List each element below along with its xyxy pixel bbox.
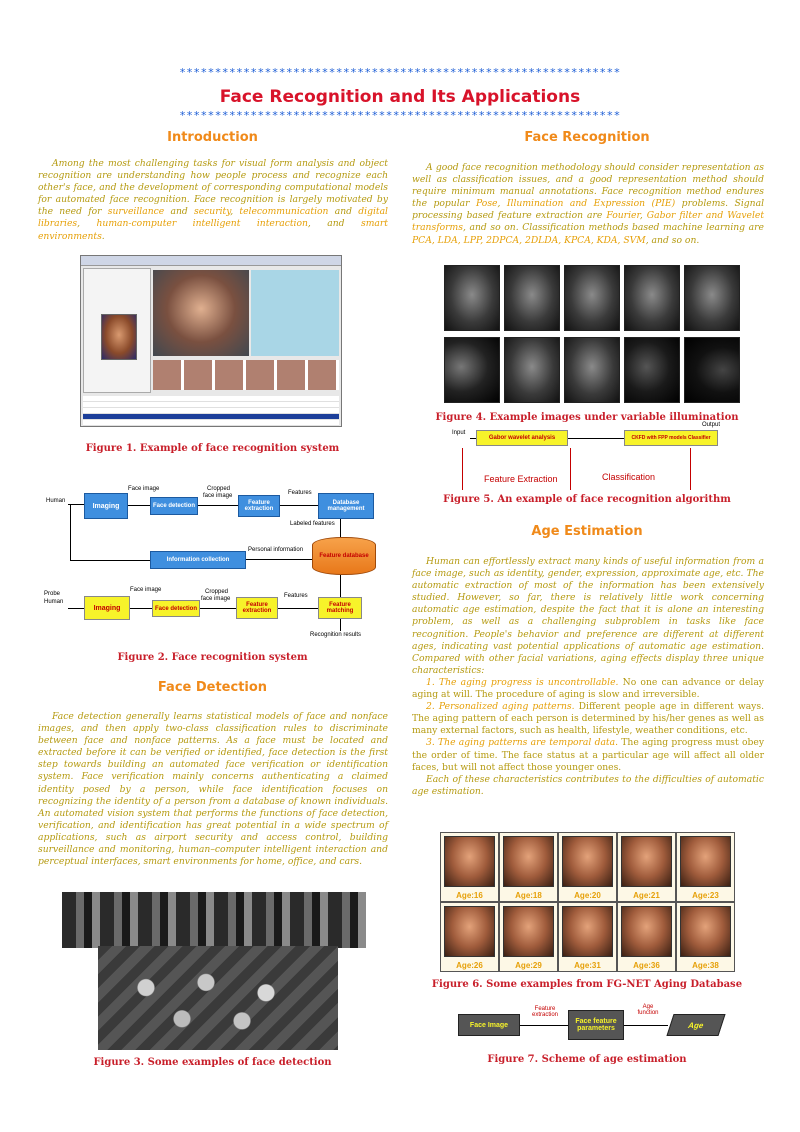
fig2-face-detection-bottom: Face detection bbox=[152, 600, 200, 617]
age-point-2: 2. Personalized aging patterns. Different people age in different ways. The aging pattern of each person is determined by his/her genes as well as many external factors, such as health, lifestyle, weather conditions, etc. bbox=[412, 701, 764, 737]
fig4-face bbox=[444, 337, 500, 403]
fig4-face bbox=[444, 265, 500, 331]
age-estimation-title: Age Estimation bbox=[531, 524, 643, 539]
fig5-bracket bbox=[570, 448, 571, 490]
fig3-photo-top bbox=[62, 892, 366, 948]
figure-1-image bbox=[80, 255, 342, 427]
poster-title: Face Recognition and Its Applications bbox=[219, 87, 581, 107]
fig2-connector bbox=[340, 519, 341, 537]
fig5-classification-label: Classification bbox=[602, 472, 656, 482]
fig2-arrow bbox=[130, 608, 152, 609]
fig2-information-collection: Information collection bbox=[150, 551, 246, 569]
fig2-connector bbox=[70, 560, 150, 561]
fig5-output-label: Output bbox=[702, 422, 721, 428]
fig5-bracket bbox=[690, 448, 691, 490]
fig2-probe-label: Probe bbox=[44, 591, 61, 597]
fig5-feature-extraction-label: Feature Extraction bbox=[484, 474, 558, 484]
age-cell: Age:20 bbox=[558, 832, 617, 902]
fig2-cropped2-label: Cropped bbox=[205, 589, 229, 595]
stars-divider-bottom: ************************************************************** bbox=[179, 109, 621, 122]
figure-5-diagram bbox=[452, 422, 728, 490]
fig5-ckfd-box: CKFD with FPP models Classifier bbox=[624, 430, 718, 446]
fig2-arrow bbox=[246, 559, 312, 560]
age-cell: Age:23 bbox=[676, 832, 735, 902]
fig1-thumb-strip bbox=[153, 360, 339, 390]
figure-3-caption: Figure 3. Some examples of face detection bbox=[93, 1057, 332, 1068]
fig4-face bbox=[564, 337, 620, 403]
fig7-face-image-box: Face Image bbox=[458, 1014, 520, 1036]
fig2-arrow bbox=[200, 608, 236, 609]
fig2-features2-label: Features bbox=[284, 593, 308, 599]
fig2-connector bbox=[340, 619, 341, 631]
fig1-table bbox=[83, 396, 339, 426]
fig7-face-feature-parameters-box: Face feature parameters bbox=[568, 1010, 624, 1040]
fig2-face-image3-label: face image bbox=[201, 596, 231, 602]
age-estimation-text bbox=[412, 556, 764, 798]
fig2-face-image2-label: face image bbox=[203, 493, 233, 499]
fig2-imaging-top: Imaging bbox=[84, 493, 128, 519]
figure-5-caption: Figure 5. An example of face recognition algorithm bbox=[443, 494, 731, 505]
fig2-recognition-results-label: Recognition results bbox=[310, 632, 362, 638]
face-detection-text: Face detection generally learns statistical models of face and nonface images, and then apply two-class classification rules to discriminate between face and nonface patterns. As a face must be located and extracted before it can be verified or identified, face detection is the first step towards building an automated face verification or identification system. Face verification mainly concerns authenticating a claimed identity posed by a person, while face identification focuses on recognizing the identity of a person from a database of known individuals. An automated vision system that performs the functions of face detection, verification, and identification has great potential in a wide spectrum of applications, such as airport security and access control, building surveillance and monitoring, human–computer intelligent interaction and perceptual interfaces, smart environments for home, office, and cars. bbox=[38, 711, 388, 868]
fig2-arrow bbox=[278, 608, 318, 609]
fig1-selected-row bbox=[83, 414, 339, 419]
fig2-face-detection-top: Face detection bbox=[150, 497, 198, 515]
fig2-human2-label: Human bbox=[44, 599, 64, 605]
fig2-cropped-label: Cropped bbox=[207, 486, 231, 492]
age-cell: Age:36 bbox=[617, 902, 676, 972]
figure-1-caption: Figure 1. Example of face recognition system bbox=[85, 443, 340, 454]
figure-4-caption: Figure 4. Example images under variable illumination bbox=[435, 412, 739, 423]
fig2-feature-extraction-bottom: Feature extraction bbox=[236, 597, 278, 619]
fig7-feature-extraction-label: Feature extraction bbox=[531, 1006, 558, 1018]
fig7-age-function-label: Age function bbox=[637, 1004, 659, 1016]
age-point-1: 1. The aging progress is uncontrollable. No one can advance or delay aging at will. The procedure of aging is slow and irreversible. bbox=[412, 676, 764, 701]
fig7-age-box: Age bbox=[666, 1014, 725, 1036]
fig2-connector bbox=[70, 504, 71, 560]
age-cell: Age:29 bbox=[499, 902, 558, 972]
fig4-face bbox=[684, 337, 740, 403]
fig2-face-image-bottom-label: Face image bbox=[130, 587, 162, 593]
introduction-text: Among the most challenging tasks for visual form analysis and object recognition are understanding how people process and recognize each other's face, and the development of corresponding computational models for automated face recognition. Face recognition is largely motivated by the need for surveillance and security, telecommunication and digital libraries, human-computer intelligent interaction, and smart environments. bbox=[38, 158, 388, 242]
fig4-face bbox=[564, 265, 620, 331]
fig2-labeled-features-label: Labeled features bbox=[290, 521, 335, 527]
figure-6-grid bbox=[440, 832, 736, 972]
age-intro: Human can effortlessly extract many kinds of useful information from a face image, such as identity, gender, expression, approximate age, etc. The automatic extraction of most of the information has been extensively studied. However, so far, there is relatively little work concerning automatic age estimation, despite the fact that it is alone an interesting problem, as well as a challenging subproblem in tasks like face recognition. People's behavior and preference are different at different ages, indicating vast potential applications of automatic age estimation. Compared with other facial variations, aging effects display three unique characteristics: bbox=[412, 556, 764, 676]
figure-7-diagram bbox=[458, 1002, 734, 1042]
fig2-arrow bbox=[198, 505, 238, 506]
fig5-gabor-box: Gabor wavelet analysis bbox=[476, 430, 568, 446]
fig4-face bbox=[504, 265, 560, 331]
fig1-blank-view bbox=[251, 270, 339, 356]
fig5-input-label: Input bbox=[452, 430, 466, 436]
fig2-imaging-bottom: Imaging bbox=[84, 596, 130, 620]
face-detection-title: Face Detection bbox=[157, 680, 268, 695]
introduction-title: Introduction bbox=[167, 130, 258, 145]
age-cell: Age:26 bbox=[440, 902, 499, 972]
figure-2-caption: Figure 2. Face recognition system bbox=[117, 652, 308, 663]
age-cell: Age:21 bbox=[617, 832, 676, 902]
fig2-feature-extraction-top: Feature extraction bbox=[238, 495, 280, 517]
figure-3-image bbox=[62, 892, 366, 1052]
fig3-photo-bottom bbox=[98, 946, 338, 1050]
age-cell: Age:31 bbox=[558, 902, 617, 972]
stars-divider-top: ************************************************************** bbox=[179, 66, 621, 79]
fig2-feature-database: Feature database bbox=[312, 537, 376, 575]
fig2-arrow bbox=[68, 608, 84, 609]
fig2-feature-matching: Feature matching bbox=[318, 597, 362, 619]
fig4-face bbox=[684, 265, 740, 331]
fig2-database-management: Database management bbox=[318, 493, 374, 519]
figure-7-caption: Figure 7. Scheme of age estimation bbox=[487, 1054, 687, 1065]
figure-6-caption: Figure 6. Some examples from FG-NET Aging Database bbox=[431, 979, 743, 990]
face-recognition-text: A good face recognition methodology should consider representation as well as classification issues, and a good representation method should require minimum manual annotations. Face recognition method endures the popular Pose, Illumination and Expression (PIE) problems. Signal processing based feature extraction are Fourier, Gabor filter and Wavelet transforms, and so on. Classification methods based machine learning are PCA, LDA, LPP, 2DPCA, 2DLDA, KPCA, KDA, SVM, and so on. bbox=[412, 162, 765, 246]
age-closing: Each of these characteristics contributes to the difficulties of automatic age estimation. bbox=[412, 773, 764, 797]
face-recognition-title: Face Recognition bbox=[524, 130, 650, 145]
fig1-camera-view bbox=[153, 270, 249, 356]
fig7-arrow bbox=[520, 1025, 568, 1026]
age-cell: Age:18 bbox=[499, 832, 558, 902]
fig5-bracket bbox=[462, 448, 463, 490]
fig7-arrow bbox=[624, 1025, 668, 1026]
fig2-face-image-label: Face image bbox=[128, 486, 160, 492]
fig4-face bbox=[504, 337, 560, 403]
fig4-face bbox=[624, 337, 680, 403]
fig2-arrow bbox=[128, 505, 150, 506]
fig2-features-label: Features bbox=[288, 490, 312, 496]
fig2-personal-information-label: Personal information bbox=[248, 547, 304, 553]
fig1-id-photo bbox=[101, 314, 137, 360]
age-cell: Age:38 bbox=[676, 902, 735, 972]
age-point-3: 3. The aging patterns are temporal data. The aging progress must obey the order of time. The face status at a particular age will affect all older faces, but will not affect those younger ones. bbox=[412, 737, 765, 773]
age-cell: Age:16 bbox=[440, 832, 499, 902]
fig5-arrow bbox=[568, 438, 624, 439]
figure-4-image bbox=[444, 265, 740, 405]
fig4-face bbox=[624, 265, 680, 331]
fig2-arrow bbox=[280, 505, 318, 506]
fig1-toolbar bbox=[81, 256, 341, 266]
fig2-connector bbox=[340, 575, 341, 597]
fig2-human-label: Human bbox=[46, 498, 66, 504]
figure-2-diagram bbox=[40, 483, 390, 645]
